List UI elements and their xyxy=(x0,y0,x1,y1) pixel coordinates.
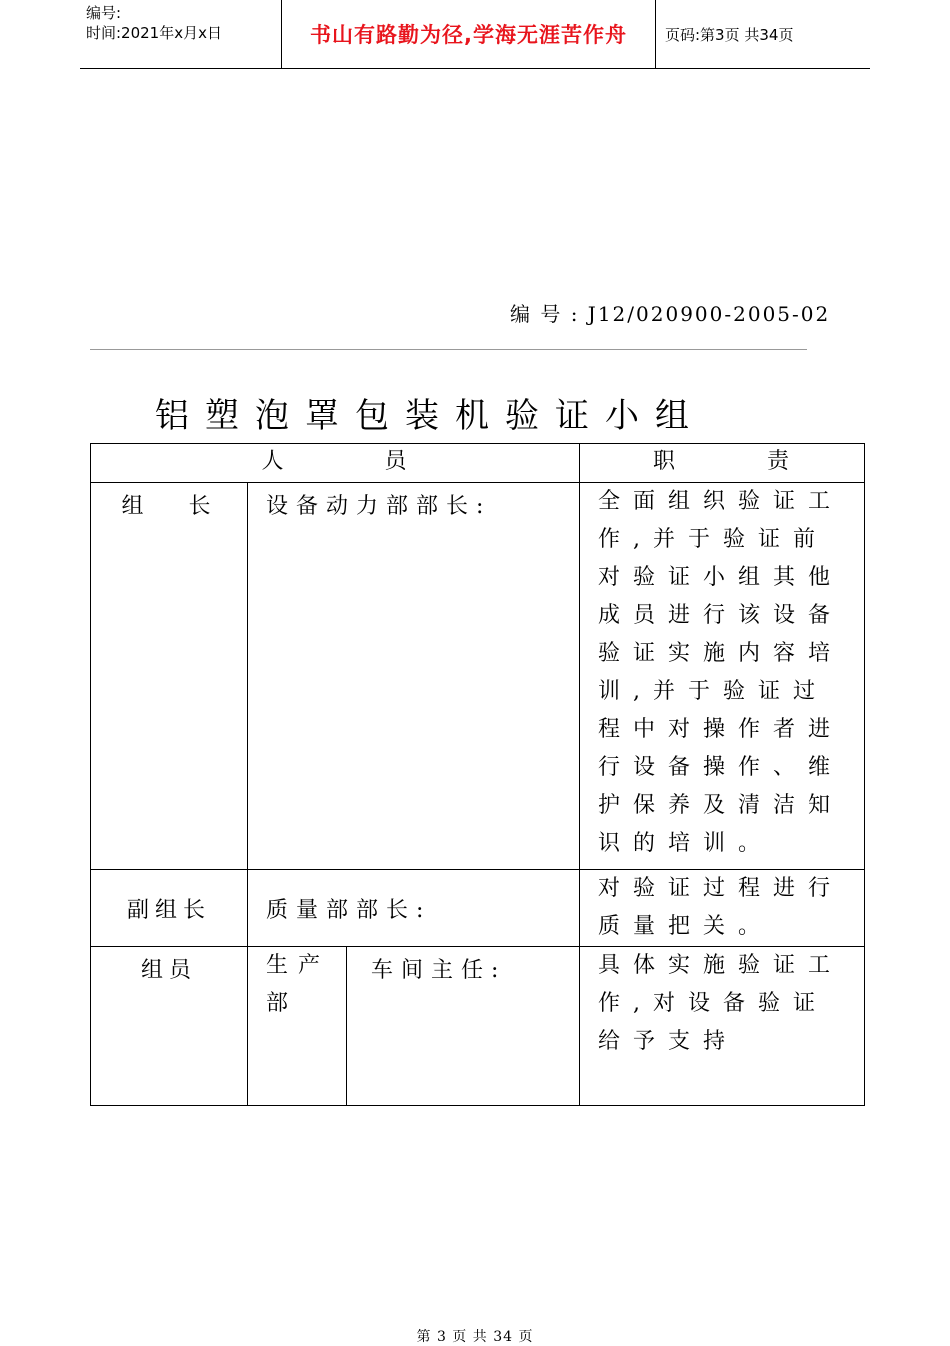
page-header xyxy=(80,0,870,69)
document-number: 编 号 : J12/020900-2005-02 xyxy=(510,302,831,326)
time-label: 时间:2021年x月x日 xyxy=(86,24,222,42)
role-cell: 组 长 xyxy=(91,483,248,870)
table-row xyxy=(91,483,865,870)
member-cell: 设备动力部部长: xyxy=(248,483,580,870)
divider xyxy=(90,349,807,350)
member-cell: 质量部部长: xyxy=(248,870,580,947)
department-cell: 生产部 xyxy=(248,947,347,1106)
header-personnel: 人 员 xyxy=(91,444,580,483)
page-footer: 第 3 页 共 34 页 xyxy=(416,1329,534,1345)
role-cell: 组员 xyxy=(91,947,248,1106)
member-cell: 车间主任: xyxy=(347,947,580,1106)
table-row xyxy=(91,947,865,1106)
duty-cell: 全面组织验证工作,并于验证前对验证小组其他成员进行该设备验证实施内容培训,并于验证过程中对操作者进行设备操作、维护保养及清洁知识的培训。 xyxy=(580,483,865,870)
header-meta xyxy=(86,0,281,71)
table-row xyxy=(91,870,865,947)
duty-cell: 对验证过程进行质量把关。 xyxy=(580,870,865,947)
page-info: 页码:第3页 共34页 xyxy=(665,25,794,44)
motto: 书山有路勤为径,学海无涯苦作舟 xyxy=(281,0,656,68)
role-cell: 副组长 xyxy=(91,870,248,947)
validation-team-table xyxy=(90,443,865,1106)
table-header-row xyxy=(91,444,865,483)
serial-label: 编号: xyxy=(86,4,122,22)
duty-cell: 具体实施验证工作,对设备验证给予支持 xyxy=(580,947,865,1106)
header-duty: 职 责 xyxy=(580,444,865,483)
page-title: 铝塑泡罩包装机验证小组 xyxy=(155,396,705,436)
